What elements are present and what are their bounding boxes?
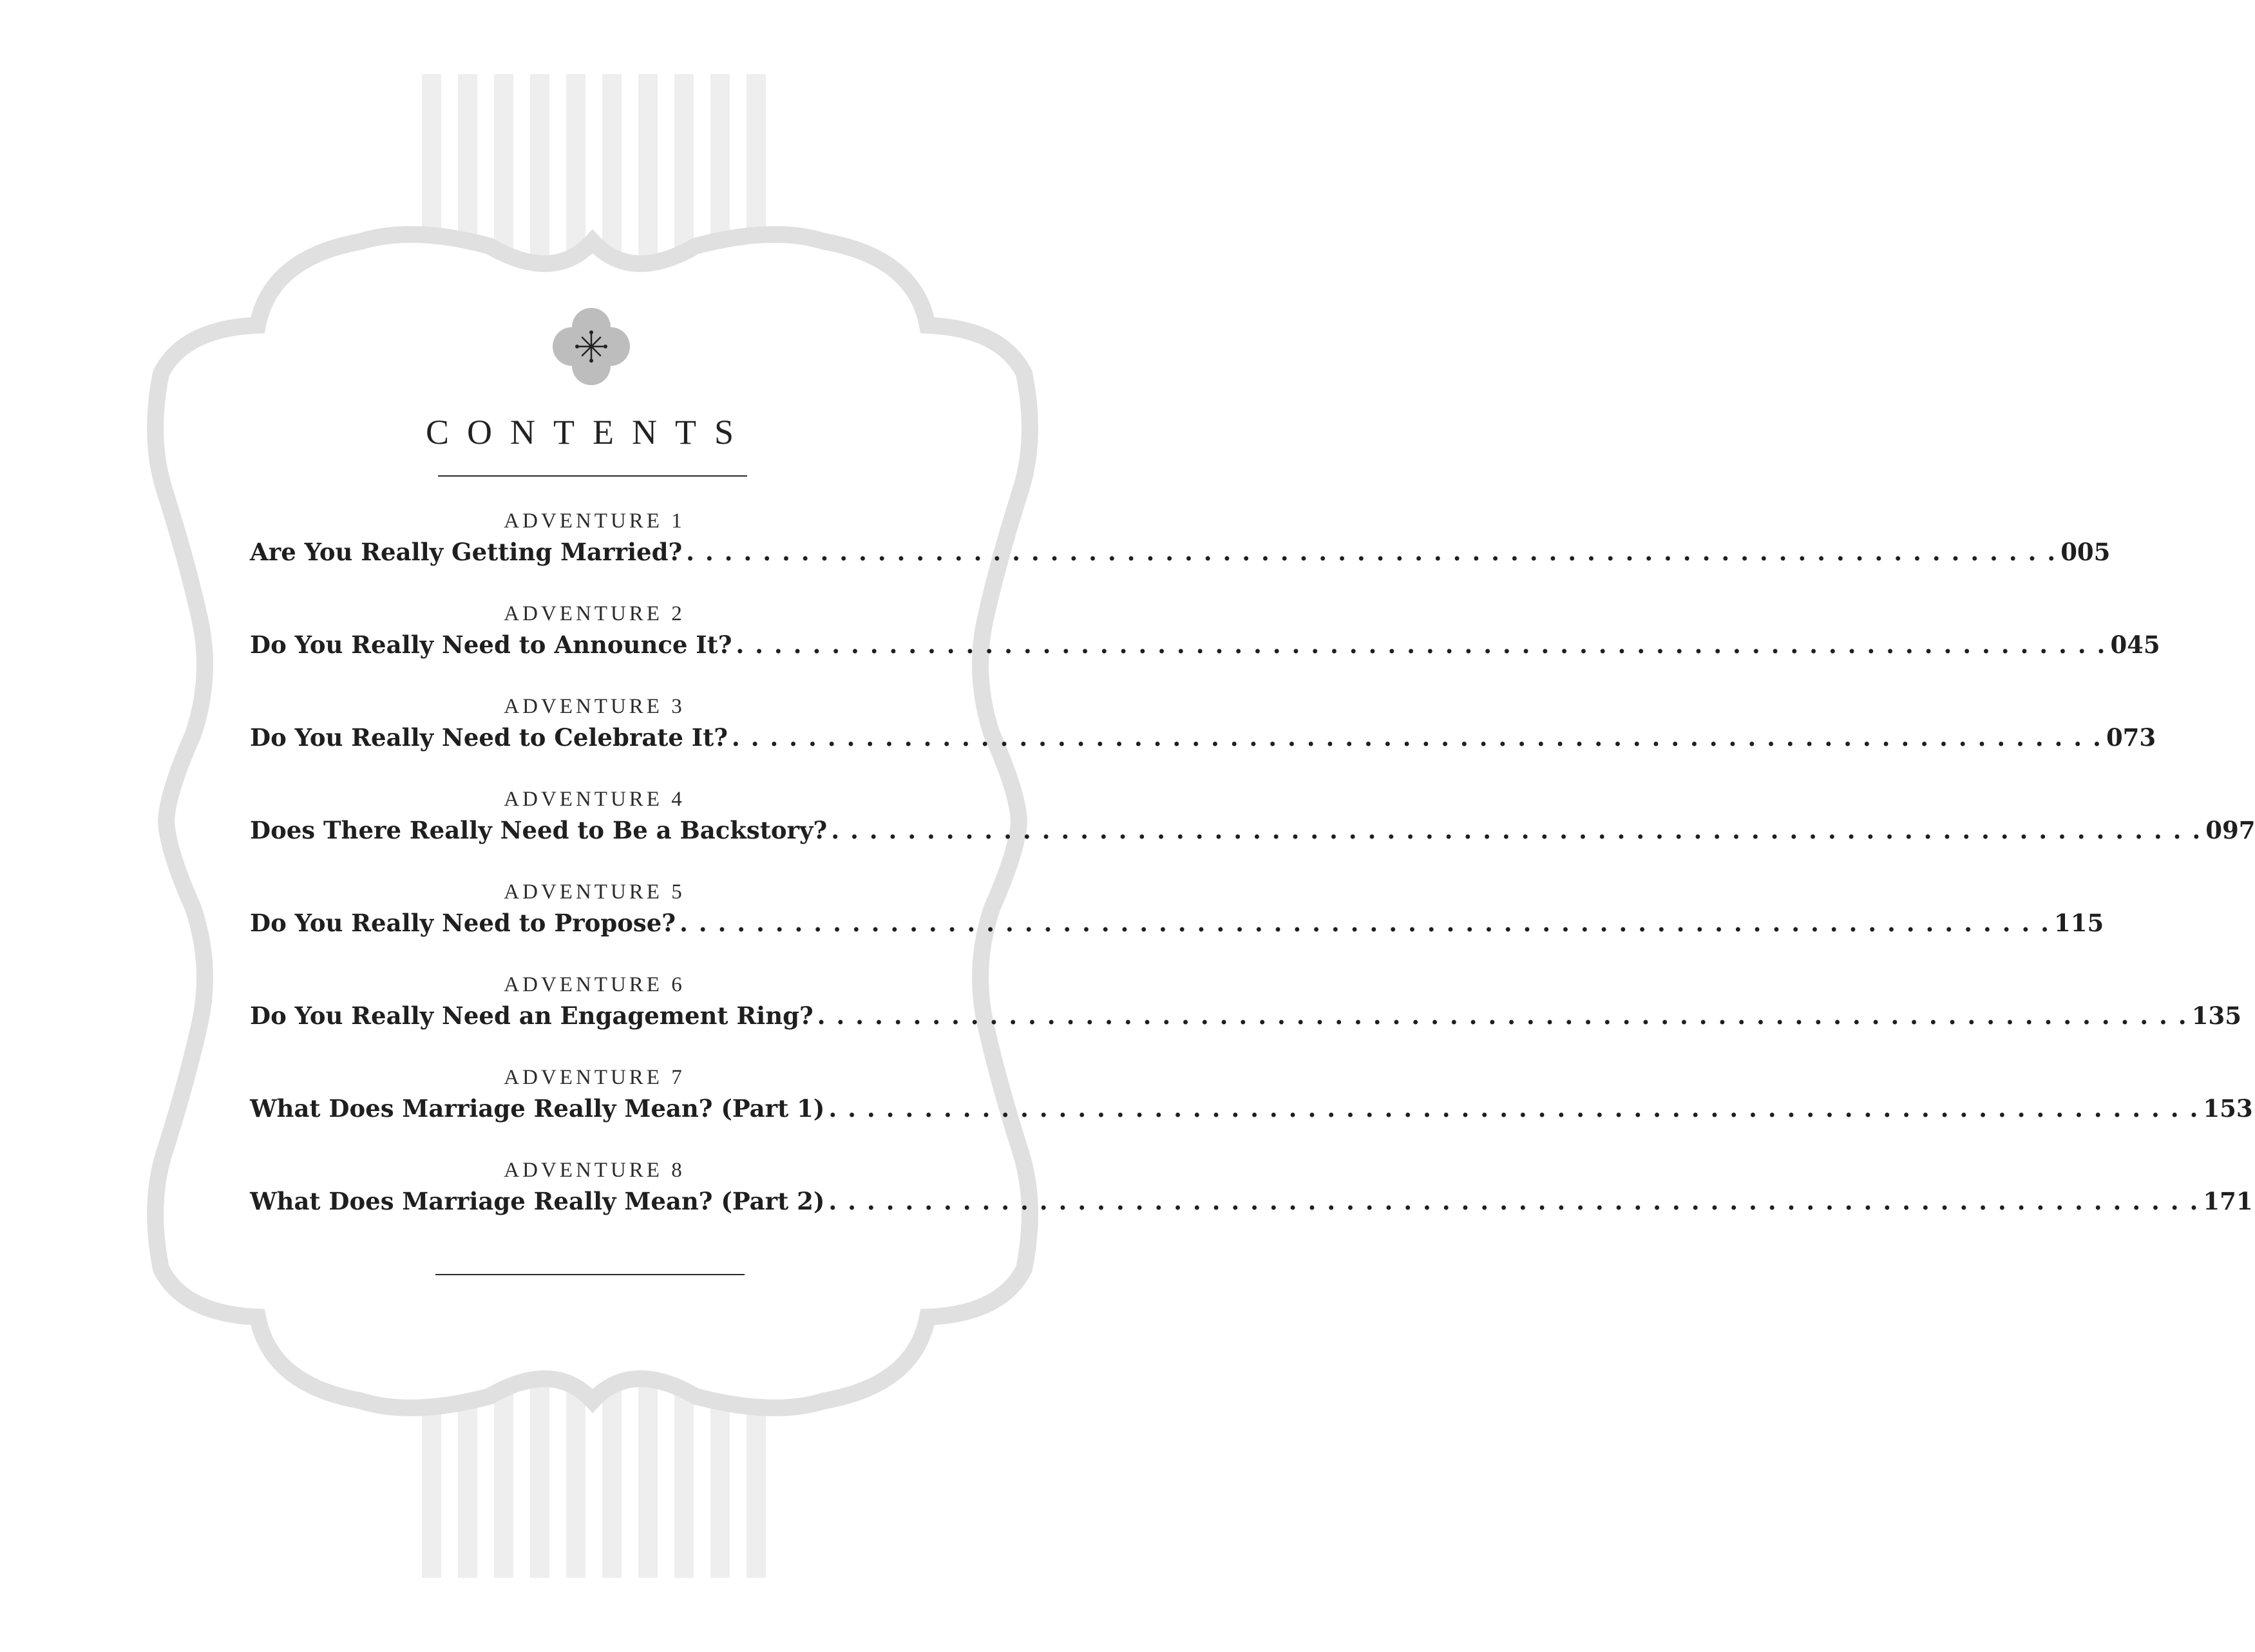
adventure-label: ADVENTURE 1 [504,509,685,533]
adventure-label: ADVENTURE 3 [504,695,685,718]
chapter-title: What Does Marriage Really Mean? (Part 1) [250,1094,825,1123]
chapter-title: What Does Marriage Really Mean? (Part 2) [250,1187,825,1215]
adventure-label: ADVENTURE 6 [504,973,685,996]
toc-entry-8[interactable] [250,1157,2253,1249]
dot-leader: . . . . . . . . . . . . . . . . . . . . . . . . . . . . . . . . . . . . . . . . . . . . . . . . . . . . . . . . . . . . . . . . . . . . . . . . [679,909,2051,937]
dot-leader: . . . . . . . . . . . . . . . . . . . . . . . . . . . . . . . . . . . . . . . . . . . . . . . . . . . . . . . . . . . . . . . . . . . . . . . . [828,1094,2200,1123]
page-number: 115 [2054,909,2104,937]
heading-divider [438,475,747,477]
dot-leader: . . . . . . . . . . . . . . . . . . . . . . . . . . . . . . . . . . . . . . . . . . . . . . . . . . . . . . . . . . . . . . . . . . . . . . . . [831,816,2202,844]
dot-leader: . . . . . . . . . . . . . . . . . . . . . . . . . . . . . . . . . . . . . . . . . . . . . . . . . . . . . . . . . . . . . . . . . . . . . . . . [686,538,2057,566]
footer-divider [435,1274,745,1275]
page-number: 005 [2060,538,2111,566]
page-number: 097 [2205,816,2255,844]
toc-entry-7[interactable] [250,1064,2253,1157]
page-number: 045 [2110,631,2160,659]
toc-entry-1[interactable] [250,508,2111,600]
adventure-label: ADVENTURE 8 [504,1159,685,1182]
page-number: 171 [2203,1187,2253,1215]
page-number: 153 [2203,1094,2253,1123]
contents-heading: CONTENTS [426,413,752,451]
toc-line [250,627,2160,662]
toc-entry-4[interactable] [250,786,2255,878]
toc-list [250,508,2255,1249]
dot-leader: . . . . . . . . . . . . . . . . . . . . . . . . . . . . . . . . . . . . . . . . . . . . . . . . . . . . . . . . . . . . . . . . . . . . . . . . [817,1002,2188,1030]
chapter-title: Does There Really Need to Be a Backstory? [250,816,828,844]
toc-line [250,1184,2253,1219]
toc-line [250,720,2156,755]
chapter-title: Do You Really Need to Announce It? [250,631,732,659]
adventure-label: ADVENTURE 5 [504,880,685,904]
page-number: 135 [2191,1002,2241,1030]
toc-entry-6[interactable] [250,971,2241,1064]
toc-line [250,906,2104,940]
toc-entry-3[interactable] [250,693,2156,786]
page-number: 073 [2106,723,2156,752]
chapter-title: Do You Really Need to Propose? [250,909,676,937]
adventure-label: ADVENTURE 2 [504,602,685,625]
chapter-title: Do You Really Need an Engagement Ring? [250,1002,814,1030]
adventure-label: ADVENTURE 7 [504,1066,685,1089]
adventure-label: ADVENTURE 4 [504,788,685,811]
dot-leader: . . . . . . . . . . . . . . . . . . . . . . . . . . . . . . . . . . . . . . . . . . . . . . . . . . . . . . . . . . . . . . . . . . . . . . . . [828,1187,2200,1215]
toc-line [250,535,2111,569]
dot-leader: . . . . . . . . . . . . . . . . . . . . . . . . . . . . . . . . . . . . . . . . . . . . . . . . . . . . . . . . . . . . . . . . . . . . . . . . [736,631,2107,659]
toc-entry-5[interactable] [250,878,2104,971]
chapter-title: Do You Really Need to Celebrate It? [250,723,728,752]
dot-leader: . . . . . . . . . . . . . . . . . . . . . . . . . . . . . . . . . . . . . . . . . . . . . . . . . . . . . . . . . . . . . . . . . . . . . . . . [731,723,2102,752]
chapter-title: Are You Really Getting Married? [250,538,683,566]
toc-line [250,813,2255,848]
toc-line [250,998,2241,1033]
toc-line [250,1091,2253,1126]
toc-entry-2[interactable] [250,600,2160,693]
